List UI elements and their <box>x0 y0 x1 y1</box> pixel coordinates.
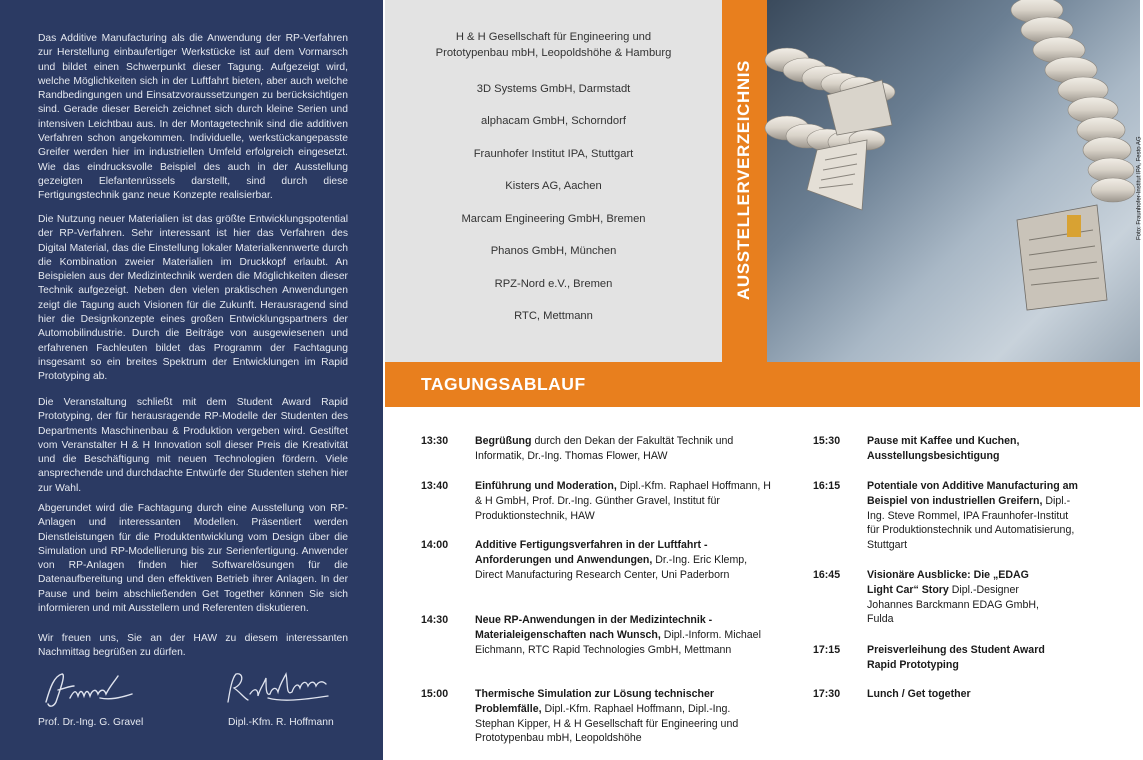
intro-paragraph-5: Wir freuen uns, Sie an der HAW zu diesem interessanten Nachmittag begrüßen zu dürfen. <box>38 633 348 659</box>
program-title: Preisverleihung des Student Award Rapid Prototyping <box>867 644 1045 671</box>
intro-paragraph-1: Das Additive Manufacturing als die Anwendung der RP-Verfahren zur Herstellung einbaufertiger Werkstücke ist auf dem Vormarsch und bildet einen Schwerpunkt dieser Tagung. Aufgezeigt wird, welche Möglichkeiten sich in der Luftfahrt bieten, aber auch welche Randbedingungen und Einsatzvoraussetzungen zu berücksichtigen sind. Gerade dieser Bereich zeichnet sich durch kleine Serien und intensiven Leichtbau aus. In der Montagetechnik sind die additiven Verfahren schon angekommen. Individuelle, werkstückangepasste Greifer werden hier im industriellen Umfeld erfolgreich eingesetzt. Wie das eindrucksvolle Beispiel des auch in der Ausstellung gezeigten Elefantenrüssels darstellt, sind durch diese Fertigungstechnik ganz neue Konzepte realisierbar. <box>38 33 348 202</box>
program-description <box>475 613 765 657</box>
program-title: Additive Fertigungsverfahren in der Luftfahrt - Anforderungen und Anwendungen, <box>475 539 708 566</box>
program-title: Potentiale von Additive Manufacturing am Beispiel von industriellen Greifern, <box>867 480 1078 507</box>
exhibitor-item: RPZ-Nord e.V., Bremen <box>494 278 613 290</box>
program-time: 16:45 <box>813 569 841 581</box>
program-details: durch den Dekan der Fakultät Technik und Informatik, Dr.-Ing. Thomas Flower, HAW <box>475 435 734 462</box>
program-title: Pause mit Kaffee und Kuchen, Ausstellungsbesichtigung <box>867 435 1020 462</box>
program-time: 15:00 <box>421 688 449 700</box>
gripper-illustration <box>767 0 1140 362</box>
exhibitor-item: Fraunhofer Institut IPA, Stuttgart <box>473 148 634 160</box>
intro-column <box>0 0 383 760</box>
program-title: Lunch / Get together <box>867 688 971 700</box>
program-time: 15:30 <box>813 435 841 447</box>
program-time: 13:40 <box>421 480 449 492</box>
program-time: 13:30 <box>421 435 449 447</box>
program-time: 17:30 <box>813 688 841 700</box>
program-title: Thermische Simulation zur Lösung technischer Problemfälle, <box>475 688 714 715</box>
exhibitor-line: Prototypenbau mbH, Leopoldshöhe & Hamburg <box>435 47 672 59</box>
exhibitor-item: alphacam GmbH, Schorndorf <box>481 115 626 127</box>
intro-paragraph-4: Abgerundet wird die Fachtagung durch eine Ausstellung von RP-Anlagen und interessanten Modellen. Präsentiert werden Dienstleistungen für die Produktentwicklung vom Design über die Simulation und RP-Modellierung bis zur Serienfertigung. Anwender von RP-Anlagen finden hier Softwarelösungen für die Datenaufbereitung und den effektiven Betrieb ihrer Anlagen. In der Pause und beim abschließenden Get Together können Sie sich informieren und mit Ausstellern und Referenten diskutieren. <box>38 503 348 615</box>
program-title: Neue RP-Anwendungen in der Medizintechnik - Materialeigenschaften nach Wunsch, <box>475 614 713 641</box>
program-time: 14:30 <box>421 614 449 626</box>
program-description <box>475 687 747 746</box>
exhibitor-heading-band <box>722 0 767 362</box>
exhibitor-item: Phanos GmbH, München <box>490 245 617 257</box>
gripper-photo <box>767 0 1143 362</box>
program-title: Begrüßung <box>475 435 532 447</box>
signature-name-gravel: Prof. Dr.-Ing. G. Gravel <box>38 717 144 728</box>
intro-paragraph-2: Die Nutzung neuer Materialien ist das größte Entwicklungspotential der RP-Verfahren. Sehr interessant ist hier das Verfahren des Digital Material, das die Einstellung lokaler Materialkennwerte durch die Kombination zweier Materialien im Druckkopf erlaubt. An Beispielen aus der Medizintechnik werden die Möglichkeiten dieser Technik aufgezeigt. Neben den vielen praktischen Anwendungen zeigt die Tagung auch Visionen für die Zukunft. Herausragend sind hier die Designkonzepte eines großen Entwicklungspartners der Automobilindustrie. Durch die Beiträge von ausgewiesenen und erfahrenen Fachleuten bildet das Programm der Fachtagung insgesamt so ein breites Spektrum der Entwicklungen im Rapid Prototyping ab. <box>38 214 348 383</box>
photo-credit: Foto: Fraunhofer-Institut IPA, Festo AG <box>1137 136 1143 240</box>
program-heading-band <box>385 362 1140 407</box>
program-time: 16:15 <box>813 480 841 492</box>
program-time: 14:00 <box>421 539 449 551</box>
program-details: Dipl.-Kfm. Raphael Hoffmann, H & H GmbH, Prof. Dr.-Ing. Günther Gravel, Institut für Produktionstechnik, HAW <box>475 480 771 522</box>
program-details: Dipl.-Ing. Steve Rommel, IPA Fraunhofer-Institut für Produktionstechnik und Automatisierung, Stuttgart <box>867 494 1075 552</box>
program-details: Dipl.-Kfm. Raphael Hoffmann, Dipl.-Ing. Stephan Kipper, H & H Gesellschaft für Engineering und Prototypenbau mbH, Leopoldshöhe <box>475 702 739 745</box>
program-description <box>475 434 781 464</box>
program-title: Visionäre Ausblicke: Die „EDAG Light Car“ Story <box>867 569 1029 596</box>
exhibitor-item: Marcam Engineering GmbH, Bremen <box>461 213 646 225</box>
program-description <box>867 434 1067 464</box>
intro-paragraph-3: Die Veranstaltung schließt mit dem Student Award Rapid Prototyping, der für herausragende RP-Modelle der Studenten des Departments Maschinenbau & Produktion vergeben wird. Gestiftet vom Veranstalter H & H Innovation soll dieser Preis die Kreativität und die Beschäftigung mit neuen Technologien fördern. Viele ansprechende und durchdachte Entwürfe der Studenten stehen hier zur Wahl. <box>38 397 348 494</box>
exhibitor-item <box>385 29 722 61</box>
exhibitor-heading: AUSSTELLERVERZEICHNIS <box>734 60 753 300</box>
program-details: Dr.-Ing. Eric Klemp, Direct Manufacturing Research Center, Uni Paderborn <box>475 553 748 581</box>
exhibitor-item: RTC, Mettmann <box>514 310 593 322</box>
program-details: Dipl.-Inform. Michael Eichmann, RTC Rapid Technologies GmbH, Mettmann <box>475 628 761 656</box>
program-title: Einführung und Moderation, <box>475 480 617 492</box>
exhibitor-list <box>385 0 722 362</box>
program-description <box>867 479 1083 553</box>
program-description <box>475 479 775 523</box>
program-description <box>867 643 1077 673</box>
program-description <box>867 687 1077 702</box>
program-description <box>475 538 751 582</box>
exhibitor-item: Kisters AG, Aachen <box>505 180 602 192</box>
program-description <box>867 568 1057 627</box>
signature-hoffmann-image <box>222 668 334 710</box>
exhibitor-item: 3D Systems GmbH, Darmstadt <box>476 83 631 95</box>
signature-name-hoffmann: Dipl.-Kfm. R. Hoffmann <box>228 717 334 728</box>
program-time: 17:15 <box>813 644 841 656</box>
program-heading: TAGUNGSABLAUF <box>421 374 586 394</box>
program-details: Dipl.-Designer Johannes Barckmann EDAG GmbH, Fulda <box>867 583 1039 626</box>
signature-gravel-image <box>40 668 136 710</box>
exhibitor-line: H & H Gesellschaft für Engineering und <box>455 31 652 43</box>
